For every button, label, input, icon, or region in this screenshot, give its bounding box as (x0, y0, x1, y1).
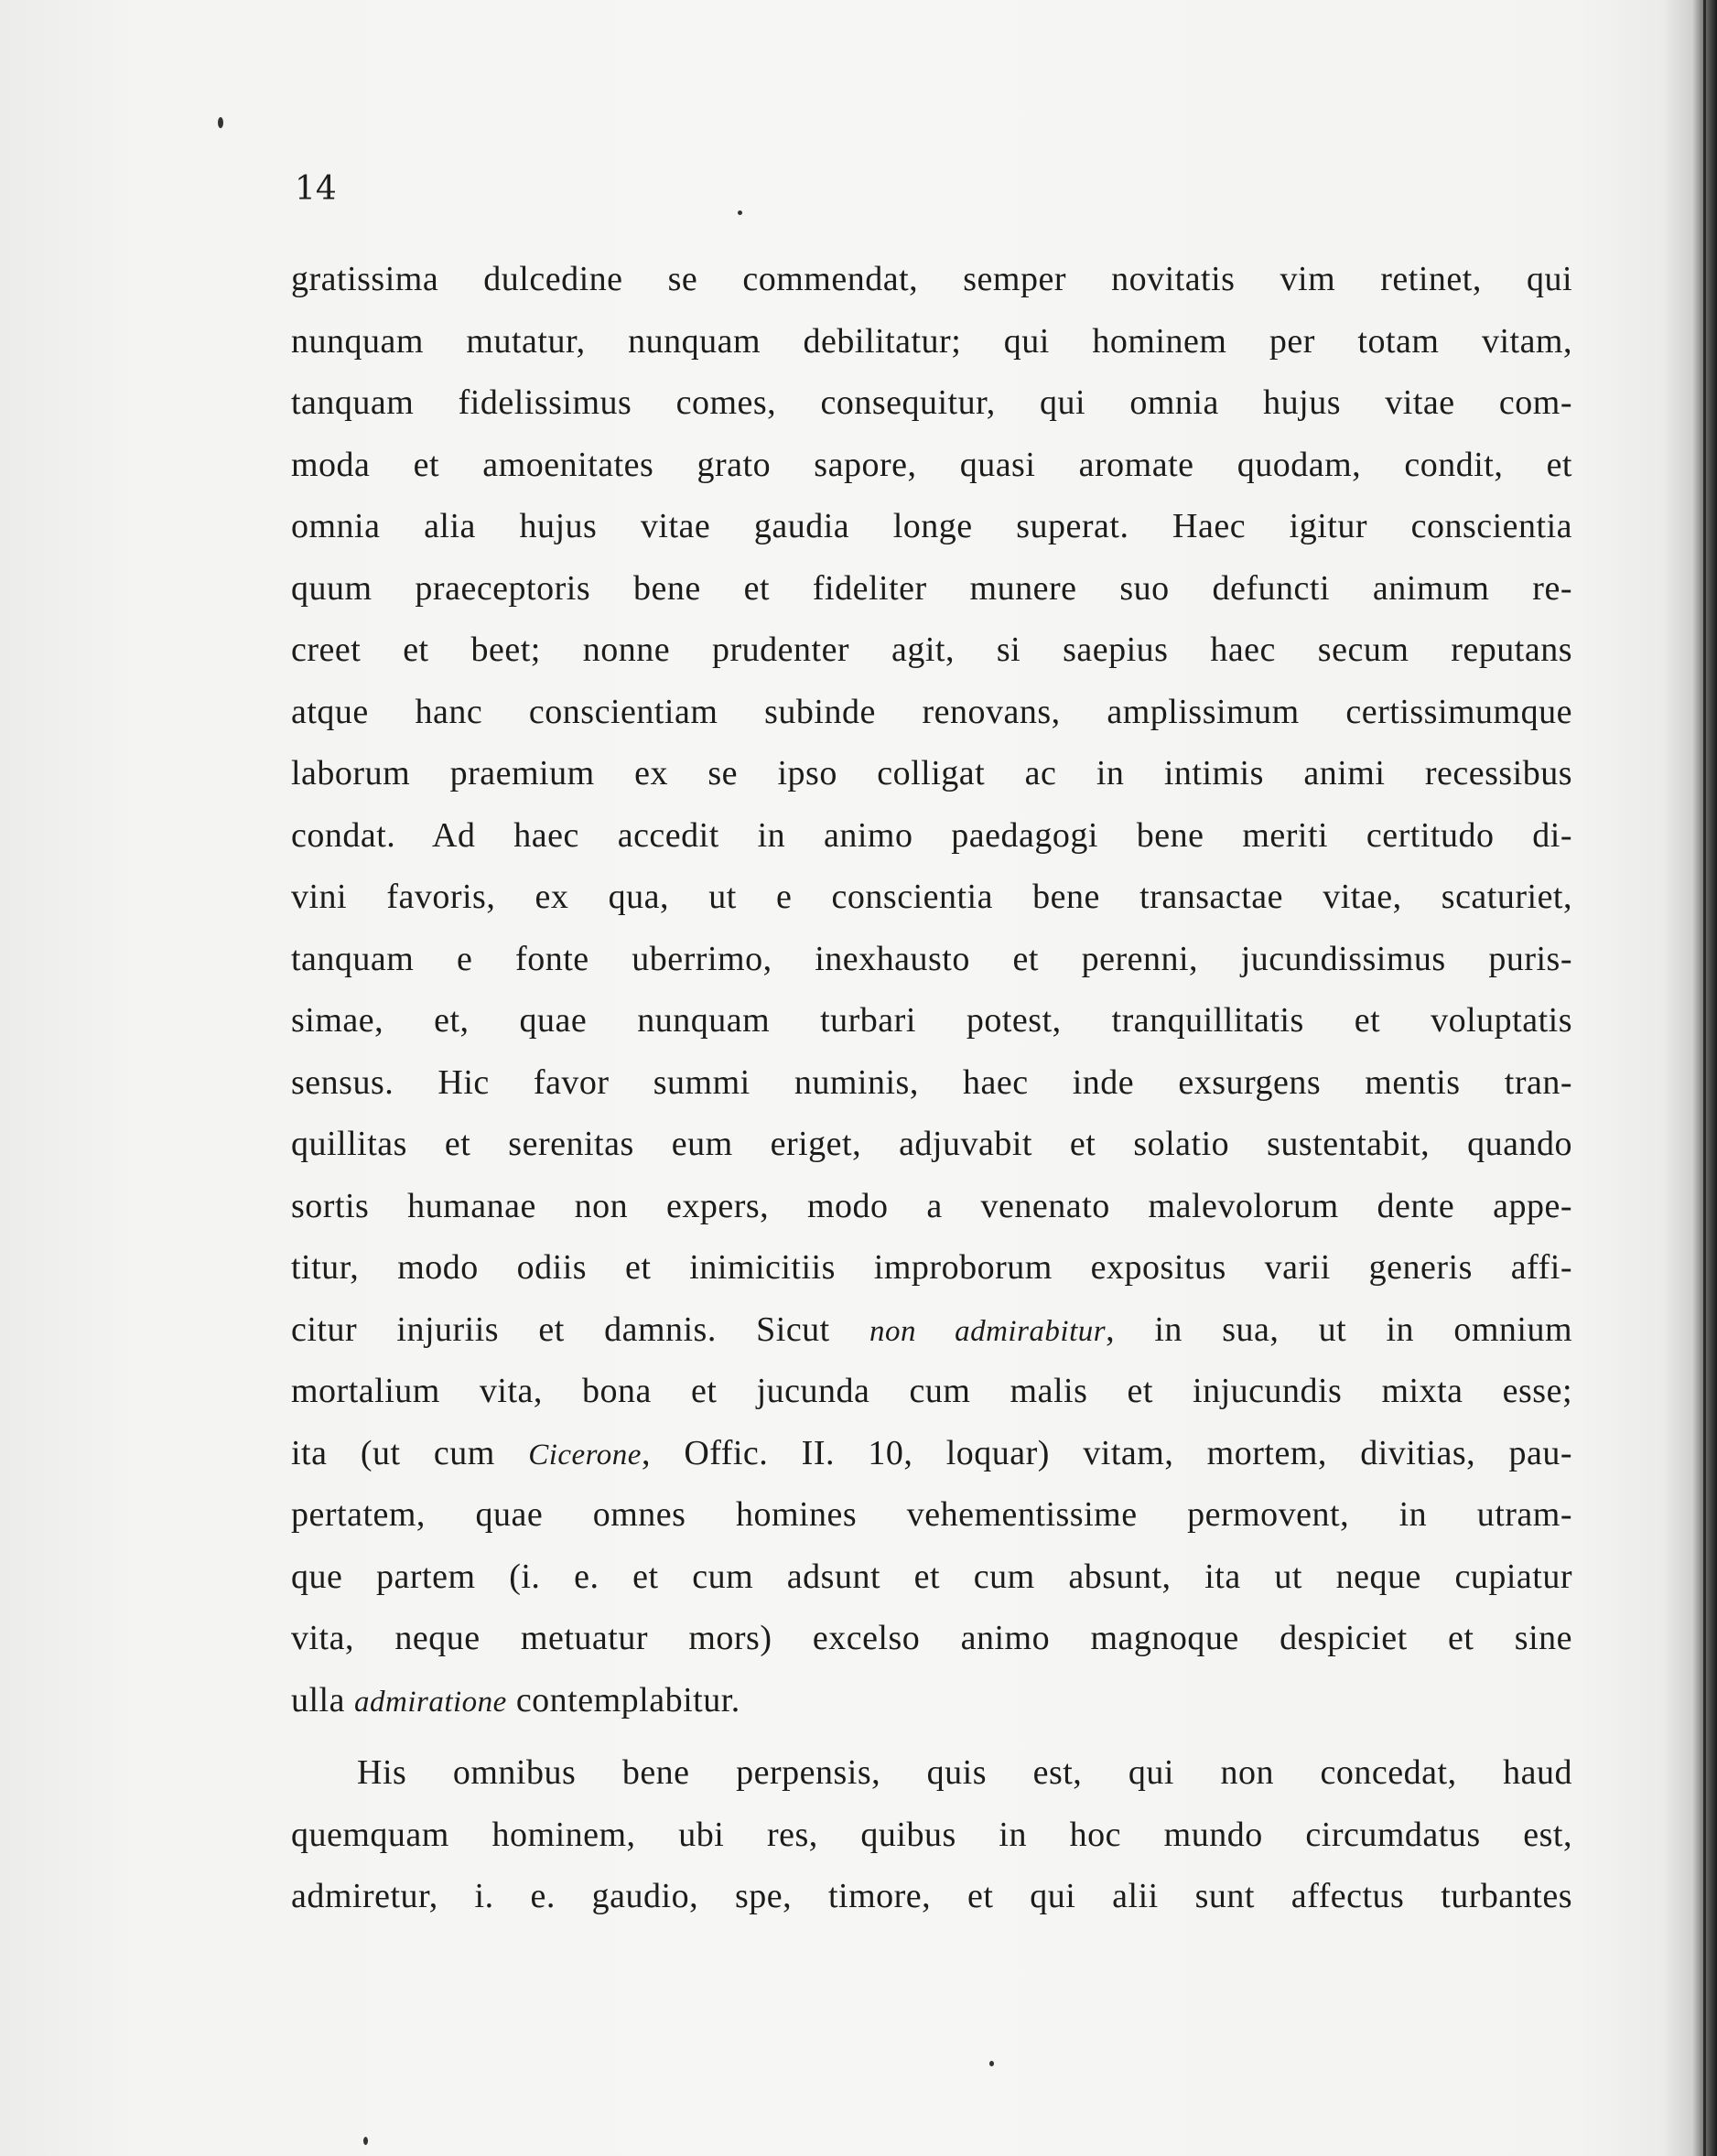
ink-speck (363, 2137, 368, 2145)
text-line: pertatem, quae omnes homines vehementissime permovent, in utram- (291, 1495, 1572, 1534)
text-line: vita, neque metuatur mors) excelso animo magnoque despiciet et sine (291, 1619, 1572, 1657)
text-line: gratissima dulcedine se commendat, semper novitatis vim retinet, qui (291, 260, 1572, 298)
paragraph-gap (291, 1731, 1572, 1742)
text-line (291, 1299, 1572, 1362)
text-segment: , Offic. II. 10, loquar) vitam, mortem, divitias, pau- (641, 1433, 1572, 1472)
text-line: quum praeceptoris bene et fideliter munere suo defuncti animum re- (291, 568, 1572, 608)
text-line: sensus. Hic favor summi numinis, haec inde exsurgens mentis tran- (291, 1062, 1572, 1102)
ink-speck (738, 210, 742, 215)
text-line: omnia alia hujus vitae gaudia longe superat. Haec igitur conscientia (291, 507, 1572, 545)
text-line: nunquam mutatur, nunquam debilitatur; qui hominem per totam vitam, (291, 321, 1572, 361)
text-segment: contemplabitur. (506, 1680, 740, 1719)
text-line: que partem (i. e. et cum adsunt et cum absunt, ita ut neque cupiatur (291, 1557, 1572, 1596)
text-line: laborum praemium ex se ipso colligat ac in intimis animi recessibus (291, 754, 1572, 792)
text-line: condat. Ad haec accedit in animo paedagogi bene meriti certitudo di- (291, 815, 1572, 855)
text-segment: ulla (291, 1680, 354, 1719)
page-edge-shadow (1662, 0, 1717, 2156)
text-line: atque hanc conscientiam subinde renovans, amplissimum certissimumque (291, 692, 1572, 731)
text-segment: ita (ut cum (291, 1433, 529, 1472)
page-number: 14 (295, 170, 337, 208)
text-line (291, 1670, 1572, 1732)
text-line (291, 1423, 1572, 1485)
page-edge-line (1703, 0, 1706, 2156)
text-line: vini favoris, ex qua, ut e conscientia bene transactae vitae, scaturiet, (291, 878, 1572, 916)
italic-phrase: Cicerone (528, 1438, 642, 1471)
text-line: quemquam hominem, ubi res, quibus in hoc mundo circumdatus est, (291, 1815, 1572, 1854)
text-line: titur, modo odiis et inimicitiis improborum expositus varii generis affi- (291, 1248, 1572, 1287)
text-line: simae, et, quae nunquam turbari potest, tranquillitatis et voluptatis (291, 1001, 1572, 1040)
ink-speck (218, 117, 223, 128)
text-segment: citur injuriis et damnis. Sicut (291, 1310, 870, 1349)
text-line: moda et amoenitates grato sapore, quasi aromate quodam, condit, et (291, 445, 1572, 484)
ink-speck (989, 2061, 994, 2066)
text-line: admiretur, i. e. gaudio, spe, timore, et qui alii sunt affectus turbantes (291, 1877, 1572, 1915)
text-line: His omnibus bene perpensis, quis est, qui non concedat, haud (357, 1753, 1572, 1792)
italic-phrase: admiratione (353, 1685, 507, 1719)
text-line: mortalium vita, bona et jucunda cum malis et injucundis mixta esse; (291, 1372, 1572, 1410)
text-line: tanquam e fonte uberrimo, inexhausto et perenni, jucundissimus puris- (291, 939, 1572, 978)
text-segment: , in sua, ut in omnium (1106, 1310, 1572, 1349)
italic-phrase: non admirabitur (869, 1314, 1107, 1348)
text-line: sortis humanae non expers, modo a venenato malevolorum dente appe- (291, 1186, 1572, 1225)
text-line: tanquam fidelissimus comes, consequitur, qui omnia hujus vitae com- (291, 383, 1572, 422)
text-line: quillitas et serenitas eum eriget, adjuvabit et solatio sustentabit, quando (291, 1125, 1572, 1163)
body-text (291, 249, 1572, 1928)
text-line: creet et beet; nonne prudenter agit, si saepius haec secum reputans (291, 631, 1572, 669)
